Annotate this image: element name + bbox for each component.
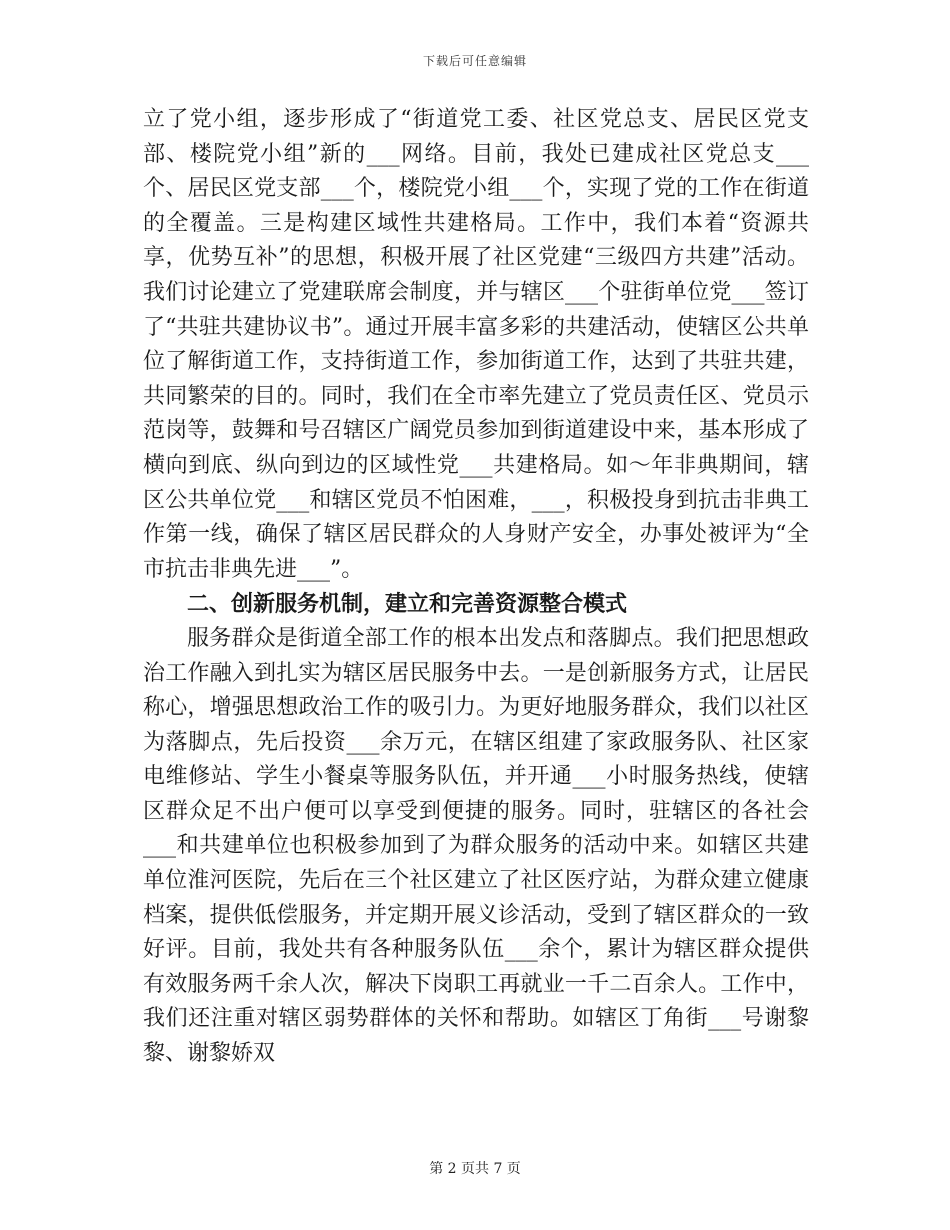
section-heading: 二、创新服务机制，建立和完善资源整合模式	[187, 591, 628, 618]
paragraph-continuation: 立了党小组，逐步形成了“街道党工委、社区党总支、居民区党支部、楼院党小组”新的___网络。目前，我处已建成社区党总支___个、居民区党支部___个，楼院党小组___个，实现了党的工作在街道的全覆盖。三是构建区域性共建格局。工作中，我们本着“资源共享，优势互补”的思想，积极开展了社区党建“三级四方共建”活动。我们讨论建立了党建联席会制度，并与辖区___个驻街单位党___签订了“共驻共建协议书”。通过开展丰富多彩的共建活动，使辖区公共单位了解街道工作，支持街道工作，参加街道工作，达到了共驻共建，共同繁荣的目的。同时，我们在全市率先建立了党员责任区、党员示范岗等，鼓舞和号召辖区广阔党员参加到街道建设中来，基本形成了横向到底、纵向到边的区域性党___共建格局。如～年非典期间，辖区公共单位党___和辖区党员不怕困难，___，积极投身到抗击非典工作第一线，确保了辖区居民群众的人身财产安全，办事处被评为“全市抗击非典先进___”。	[143, 107, 809, 582]
section-paragraph: 服务群众是街道全部工作的根本出发点和落脚点。我们把思想政治工作融入到扎实为辖区居民服务中去。一是创新服务方式，让居民称心，增强思想政治工作的吸引力。为更好地服务群众，我们以社区为落脚点，先后投资___余万元，在辖区组建了家政服务队、社区家电维修站、学生小餐桌等服务队伍，并开通___小时服务热线，使辖区群众足不出户便可以享受到便捷的服务。同时，驻辖区的各社会___和共建单位也积极参加到了为群众服务的活动中来。如辖区共建单位淮河医院，先后在三个社区建立了社区医疗站，为群众建立健康档案，提供低偿服务，并定期开展义诊活动，受到了辖区群众的一致好评。目前，我处共有各种服务队伍___余个，累计为辖区群众提供有效服务两千余人次，解决下岗职工再就业一千二百余人。工作中，我们还注重对辖区弱势群体的关怀和帮助。如辖区丁角街___号谢黎黎、谢黎娇双	[143, 625, 809, 1067]
header-note: 下载后可任意编辑	[422, 54, 527, 68]
body-text	[143, 103, 809, 1072]
page-number: 第 2 页共 7 页	[429, 1161, 521, 1177]
